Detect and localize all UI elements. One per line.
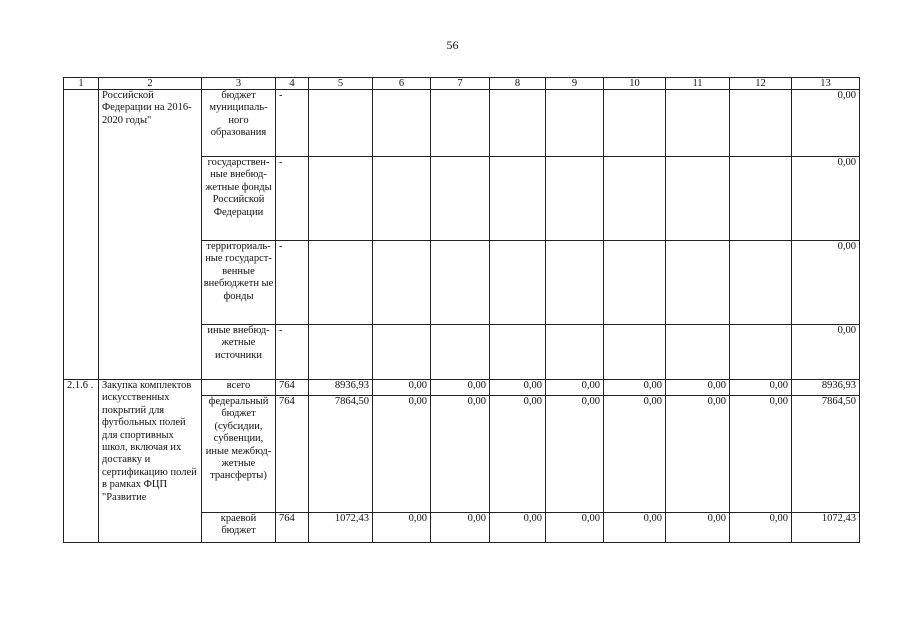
- program-name-cell: Закупка комплектов искусственных покрытий для футбольных полей для спортивных школ, включая их доставку и сертификацию полей в рамках ФЦП "Развитие: [99, 380, 202, 543]
- column-header: 12: [730, 78, 792, 90]
- value-cell: 8936,93: [309, 380, 373, 396]
- value-cell: 0,00: [546, 380, 604, 396]
- total-cell: 7864,50: [792, 396, 860, 513]
- value-cell: 0,00: [373, 513, 431, 543]
- value-cell: 0,00: [546, 396, 604, 513]
- value-cell: 0,00: [604, 380, 666, 396]
- value-cell: 0,00: [730, 380, 792, 396]
- total-cell: 0,00: [792, 241, 860, 325]
- code-cell: -: [276, 241, 309, 325]
- value-cell: 1072,43: [309, 513, 373, 543]
- value-cell: 0,00: [490, 380, 546, 396]
- code-cell: 764: [276, 380, 309, 396]
- row-number-cell: 2.1.6 .: [64, 380, 99, 543]
- column-header: 6: [373, 78, 431, 90]
- table-row: [64, 380, 860, 396]
- column-header: 9: [546, 78, 604, 90]
- value-cell: 0,00: [373, 380, 431, 396]
- column-header: 1: [64, 78, 99, 90]
- code-cell: -: [276, 325, 309, 380]
- column-header: 2: [99, 78, 202, 90]
- code-cell: -: [276, 157, 309, 241]
- budget-table: [63, 77, 860, 543]
- column-header: 3: [202, 78, 276, 90]
- code-cell: 764: [276, 396, 309, 513]
- column-header: 10: [604, 78, 666, 90]
- row-number-cell: [64, 90, 99, 380]
- funding-source-cell: бюджет муниципаль-ного образования: [202, 90, 276, 157]
- value-cell: 0,00: [490, 513, 546, 543]
- column-header: 7: [431, 78, 490, 90]
- column-header: 4: [276, 78, 309, 90]
- value-cell: 0,00: [431, 513, 490, 543]
- code-cell: 764: [276, 513, 309, 543]
- funding-source-cell: государствен-ные внебюд-жетные фонды Российской Федерации: [202, 157, 276, 241]
- value-cell: 0,00: [431, 396, 490, 513]
- funding-source-cell: территориаль-ные государст-венные внебюджетн ые фонды: [202, 241, 276, 325]
- code-cell: -: [276, 90, 309, 157]
- value-cell: 0,00: [604, 396, 666, 513]
- column-header: 11: [666, 78, 730, 90]
- value-cell: 0,00: [431, 380, 490, 396]
- total-cell: 0,00: [792, 325, 860, 380]
- value-cell: 0,00: [666, 396, 730, 513]
- value-cell: 0,00: [730, 396, 792, 513]
- value-cell: 0,00: [730, 513, 792, 543]
- total-cell: 0,00: [792, 157, 860, 241]
- column-number-row: [64, 78, 860, 90]
- column-header: 5: [309, 78, 373, 90]
- column-header: 13: [792, 78, 860, 90]
- value-cell: 0,00: [490, 396, 546, 513]
- funding-source-cell: краевой бюджет: [202, 513, 276, 543]
- value-cell: 0,00: [666, 513, 730, 543]
- total-cell: 1072,43: [792, 513, 860, 543]
- column-header: 8: [490, 78, 546, 90]
- value-cell: 0,00: [666, 380, 730, 396]
- total-cell: 8936,93: [792, 380, 860, 396]
- value-cell: 0,00: [546, 513, 604, 543]
- funding-source-cell: всего: [202, 380, 276, 396]
- value-cell: 0,00: [604, 513, 666, 543]
- funding-source-cell: федеральный бюджет (субсидии, субвенции, иные межбюд-жетные трансферты): [202, 396, 276, 513]
- value-cell: 7864,50: [309, 396, 373, 513]
- table-row: [64, 90, 860, 157]
- value-cell: 0,00: [373, 396, 431, 513]
- total-cell: 0,00: [792, 90, 860, 157]
- funding-source-cell: иные внебюд-жетные источники: [202, 325, 276, 380]
- program-name-cell: Российской Федерации на 2016-2020 годы": [99, 90, 202, 380]
- page-number: 56: [446, 38, 459, 52]
